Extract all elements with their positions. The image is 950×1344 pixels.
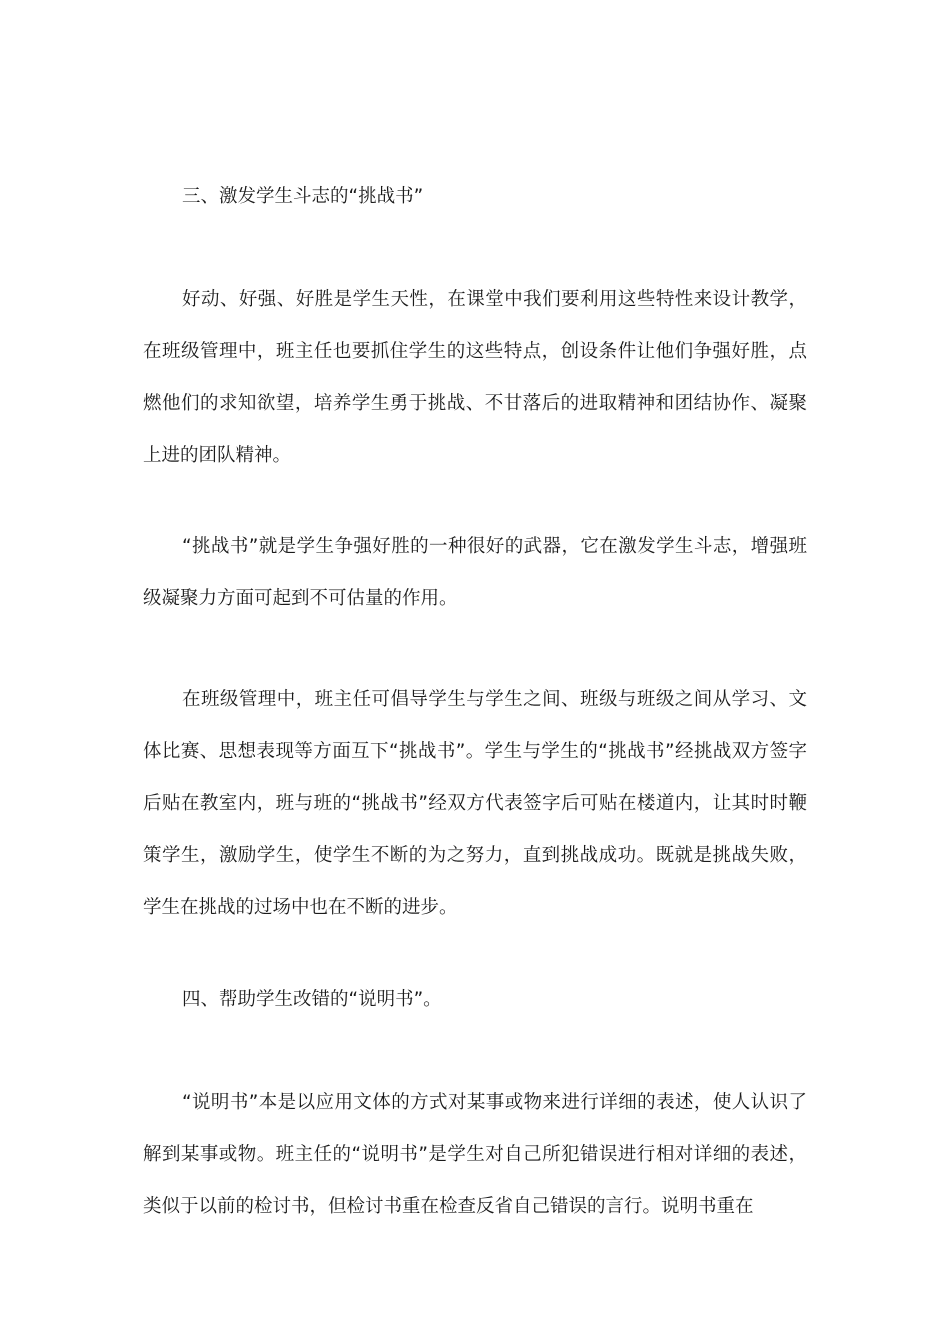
section-heading-explanation: 四、帮助学生改错的“说明书”。 [182,989,442,1010]
section-heading-challenge: 三、激发学生斗志的“挑战书” [182,186,424,207]
paragraph-class-management: 在班级管理中，班主任可倡导学生与学生之间、班级与班级之间从学习、文体比赛、思想表现等方面互下“挑战书”。学生与学生的“挑战书”经挑战双方签字后贴在教室内，班与班的“挑战书”经双方代表签字后可贴在楼道内，让其时时鞭策学生，激励学生，使学生不断的为之努力，直到挑战成功。既就是挑战失败，学生在挑战的过场中也在不断的进步。 [143,689,807,918]
paragraph-challenge-weapon: “挑战书”就是学生争强好胜的一种很好的武器，它在激发学生斗志，增强班级凝聚力方面可起到不可估量的作用。 [143,536,807,609]
paragraph-student-nature: 好动、好强、好胜是学生天性，在课堂中我们要利用这些特性来设计教学，在班级管理中，班主任也要抓住学生的这些特点，创设条件让他们争强好胜，点燃他们的求知欲望，培养学生勇于挑战、不甘落后的进取精神和团结协作、凝聚上进的团队精神。 [143,289,807,466]
paragraph-explanation-letter: “说明书”本是以应用文体的方式对某事或物来进行详细的表述，使人认识了解到某事或物。班主任的“说明书”是学生对自己所犯错误进行相对详细的表述，类似于以前的检讨书，但检讨书重在检查反省自己错误的言行。说明书重在 [143,1092,807,1217]
